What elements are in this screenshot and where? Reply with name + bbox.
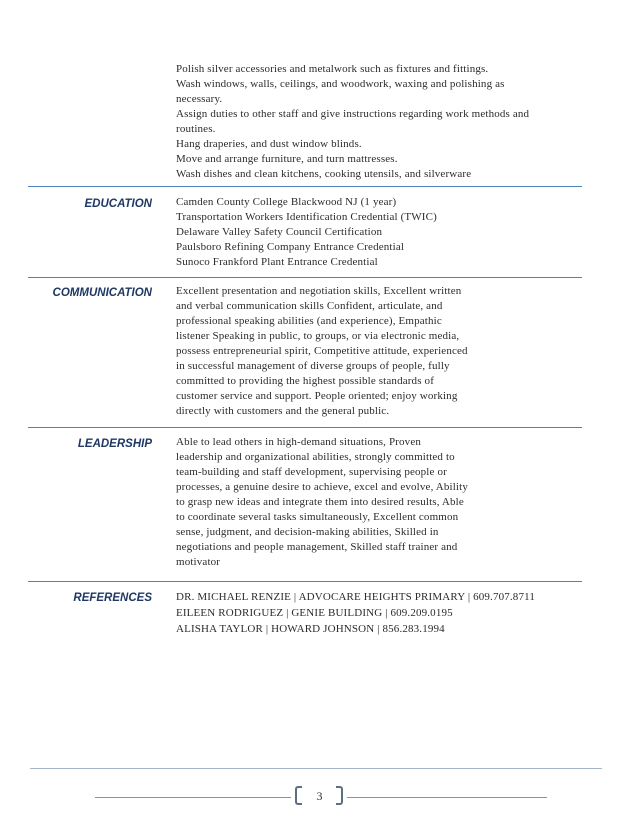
leadership-line: to coordinate several tasks simultaneously, Excellent common [176, 511, 459, 523]
duty-line: Wash dishes and clean kitchens, cooking utensils, and silverware [176, 168, 472, 180]
communication-line: Excellent presentation and negotiation skills, Excellent written [176, 285, 462, 297]
education-line: Delaware Valley Safety Council Certification [176, 226, 383, 238]
duty-line: Polish silver accessories and metalwork such as fixtures and fittings. [176, 63, 489, 75]
leadership-heading: LEADERSHIP [77, 438, 152, 450]
leadership-line: team-building and staff development, supervising people or [176, 466, 447, 478]
page-number-bracket-right [336, 786, 343, 805]
communication-line: in successful management of diverse groups of people, fully [176, 360, 450, 372]
footer-rule [30, 768, 602, 769]
duty-line: Hang draperies, and dust window blinds. [176, 138, 362, 150]
leadership-line: processes, a genuine desire to achieve, excel and evolve, Ability [176, 481, 468, 493]
section-divider [28, 427, 582, 428]
education-line: Camden County College Blackwood NJ (1 year) [176, 196, 397, 208]
leadership-line: Able to lead others in high-demand situations, Proven [176, 436, 422, 448]
leadership-line: to grasp new ideas and integrate them into desired results, Able [176, 496, 464, 508]
section-divider [28, 186, 582, 187]
leadership-line: motivator [176, 556, 221, 568]
page-number-bracket-left [295, 786, 302, 805]
education-line: Paulsboro Refining Company Entrance Credential [176, 241, 405, 253]
references-list [176, 589, 594, 637]
leadership-line: leadership and organizational abilities, strongly committed to [176, 451, 455, 463]
communication-heading: COMMUNICATION [52, 287, 152, 299]
communication-line: customer service and support. People oriented; enjoy working [176, 390, 458, 402]
education-line: Transportation Workers Identification Credential (TWIC) [176, 211, 437, 223]
page-number-line-right [347, 797, 547, 798]
education-heading: EDUCATION [84, 198, 152, 210]
communication-line: possess entrepreneurial spirit, Competitive attitude, experienced [176, 345, 468, 357]
duty-line: routines. [176, 123, 216, 135]
section-divider [28, 277, 582, 278]
communication-line: directly with customers and the general public. [176, 405, 390, 417]
duties-list [176, 62, 594, 182]
reference-line: DR. MICHAEL RENZIE | ADVOCARE HEIGHTS PRIMARY | 609.707.8711 [176, 591, 535, 603]
references-heading: REFERENCES [73, 592, 152, 604]
education-list [176, 195, 594, 270]
leadership-line: negotiations and people management, Skilled staff trainer and [176, 541, 458, 553]
communication-text [176, 284, 594, 419]
reference-line: EILEEN RODRIGUEZ | GENIE BUILDING | 609.209.0195 [176, 607, 453, 619]
communication-line: and verbal communication skills Confident, articulate, and [176, 300, 443, 312]
duty-line: Move and arrange furniture, and turn mattresses. [176, 153, 398, 165]
duty-line: necessary. [176, 93, 223, 105]
communication-line: committed to providing the highest possible standards of [176, 375, 435, 387]
page-number-line-left [95, 797, 291, 798]
communication-line: listener Speaking in public, to groups, or via electronic media, [176, 330, 460, 342]
leadership-text [176, 435, 594, 570]
page-number: 3 [316, 789, 323, 803]
education-line: Sunoco Frankford Plant Entrance Credential [176, 256, 378, 268]
leadership-line: sense, judgment, and decision-making abilities, Skilled in [176, 526, 439, 538]
duty-line: Wash windows, walls, ceilings, and woodwork, waxing and polishing as [176, 78, 505, 90]
communication-line: professional speaking abilities (and experience), Empathic [176, 315, 442, 327]
reference-line: ALISHA TAYLOR | HOWARD JOHNSON | 856.283.1994 [176, 623, 445, 635]
section-divider [28, 581, 582, 582]
duty-line: Assign duties to other staff and give instructions regarding work methods and [176, 108, 530, 120]
